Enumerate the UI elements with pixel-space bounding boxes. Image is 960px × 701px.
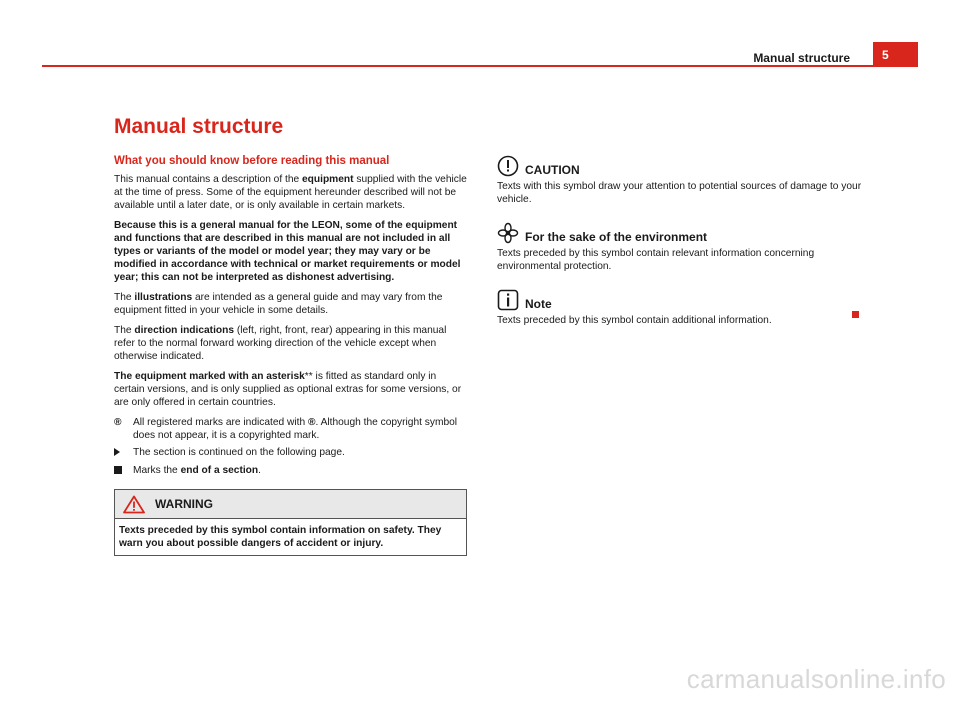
environment-body: Texts preceded by this symbol contain relevant information concerning environmental protection. <box>497 248 815 272</box>
caution-body: Texts with this symbol draw your attention to potential sources of damage to your vehicle. <box>497 181 862 205</box>
caution-title: CAUTION <box>525 163 580 177</box>
notice-header <box>497 222 862 244</box>
text-run: All registered marks are indicated with <box>133 417 308 428</box>
caution-notice <box>497 155 862 206</box>
header-rule <box>42 65 918 67</box>
warning-title: WARNING <box>155 496 213 511</box>
text-run: Marks the <box>133 465 181 476</box>
continue-arrow-icon <box>114 448 120 456</box>
text-run: supplied with the vehicle at the time of press. Some of the equipment hereunder described will not be available until a later date, or is only available in certain markets. <box>114 174 467 211</box>
right-column <box>497 155 862 343</box>
legend-symbol-slot <box>114 464 133 478</box>
intro-paragraph-asterisk <box>114 370 467 409</box>
intro-paragraph-directions <box>114 324 467 363</box>
legend-end-section <box>114 464 467 478</box>
end-section-square-icon <box>114 466 122 474</box>
page-title: Manual structure <box>114 115 284 138</box>
registered-symbol: ® <box>114 417 122 428</box>
note-title: Note <box>525 297 552 311</box>
legend-text: The section is continued on the following page. <box>133 447 345 458</box>
text-run: The <box>114 325 135 336</box>
warning-body: Texts preceded by this symbol contain information on safety. They warn you about possible dangers of accident or injury. <box>119 525 442 549</box>
bold-term: end of a section <box>180 465 259 476</box>
bold-term: The equipment marked with an asterisk <box>114 371 305 382</box>
intro-paragraph-general-manual: Because this is a general manual for the LEON, some of the equipment and functions that are described in this manual are not included in all types or variants of the model or model year; they may vary or be modified in accordance with technical or market requirements or model year; this can not be interpreted as dishonest advertising. <box>114 220 461 283</box>
legend-text <box>133 416 467 442</box>
text-run: . Although the copyright symbol does not appear, it is a copyrighted mark. <box>133 417 458 441</box>
bold-term: ® <box>307 417 316 428</box>
warning-triangle-icon <box>123 495 145 514</box>
text-run: This manual contains a description of the <box>114 174 303 185</box>
warning-box <box>114 489 467 556</box>
watermark: carmanualsonline.info <box>686 664 946 694</box>
running-header: Manual structure <box>753 51 850 65</box>
notice-header <box>497 155 862 177</box>
note-info-icon <box>497 289 519 311</box>
left-column <box>114 155 467 556</box>
legend-continued <box>114 446 467 460</box>
caution-exclamation-icon <box>497 155 519 177</box>
text-run: The <box>114 292 135 303</box>
note-body: Texts preceded by this symbol contain additional information. <box>497 315 772 326</box>
note-notice <box>497 289 862 327</box>
text-run: . <box>258 465 261 476</box>
legend-registered <box>114 416 467 442</box>
intro-paragraph-equipment <box>114 173 467 212</box>
notice-header <box>497 289 862 311</box>
end-of-section-mark <box>852 311 859 318</box>
environment-title: For the sake of the environment <box>525 230 708 244</box>
intro-paragraph-illustrations <box>114 291 467 317</box>
warning-header <box>115 490 466 519</box>
page-number-badge: 5 <box>873 42 918 67</box>
text-run: (left, right, front, rear) appearing in this manual refer to the normal forward working direction of the vehicle except when otherwise indicated. <box>114 325 447 362</box>
environment-notice <box>497 222 862 273</box>
bold-term: illustrations <box>134 292 193 303</box>
bold-term: equipment <box>302 174 354 185</box>
text-run: ** is fitted as standard only in certain versions, and is only supplied as optional extras for some versions, or are only offered in certain countries. <box>114 371 462 408</box>
intro-subheading: What you should know before reading this manual <box>114 155 390 167</box>
bold-term: direction indications <box>134 325 235 336</box>
legend-text <box>133 464 261 478</box>
environment-flower-icon <box>497 222 519 244</box>
text-run: are intended as a general guide and may vary from the equipment fitted in your vehicle in some details. <box>114 292 443 316</box>
legend-symbol-slot <box>114 446 133 460</box>
